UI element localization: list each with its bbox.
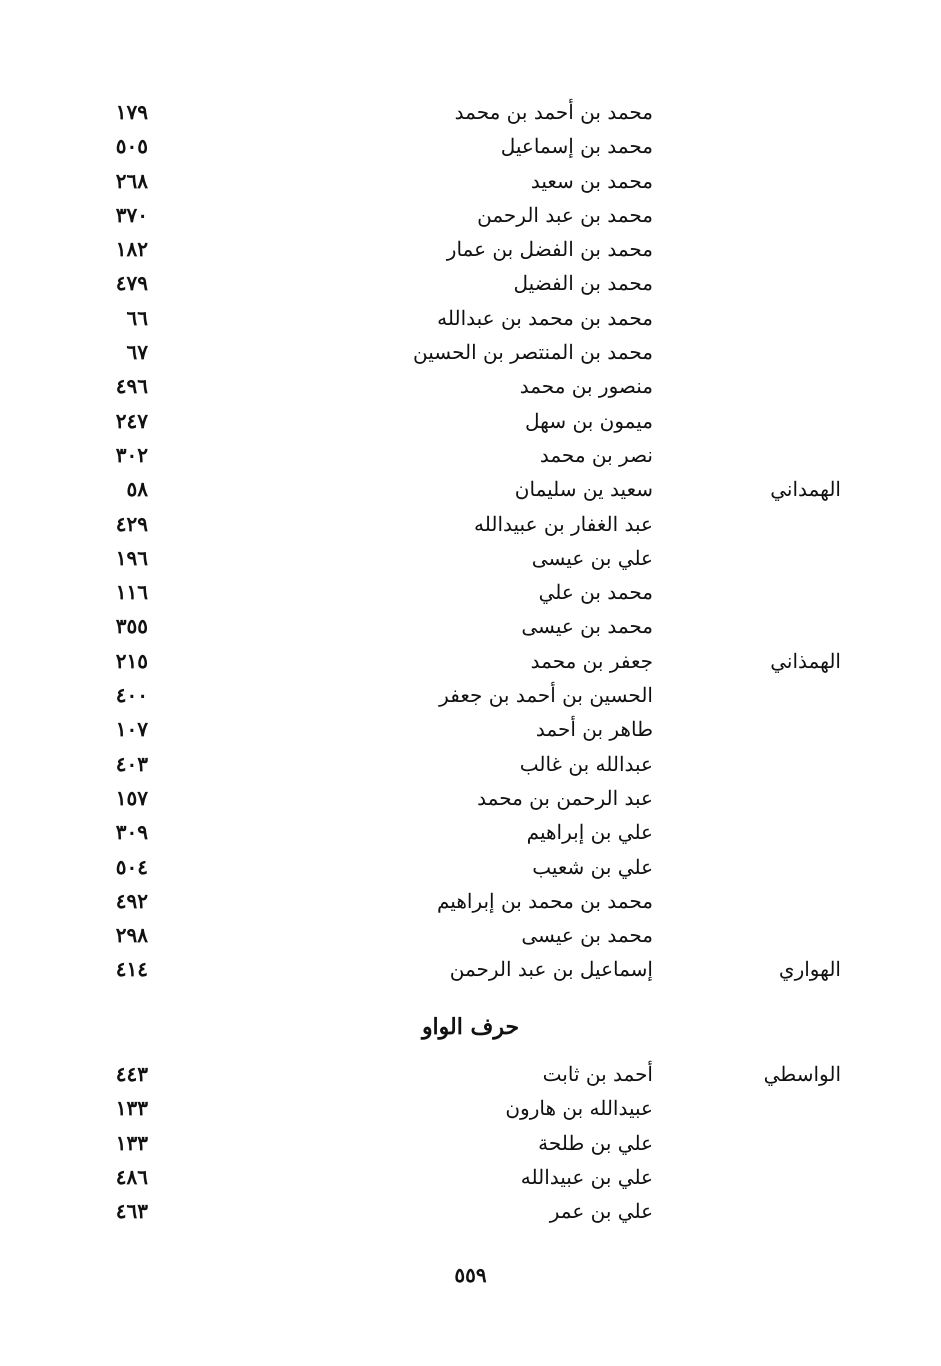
entry-name: محمد بن إسماعيل: [500, 134, 653, 159]
index-entry: [0, 129, 941, 163]
index-entry: [0, 369, 941, 403]
entry-name: محمد بن المنتصر بن الحسين: [412, 340, 653, 365]
entry-page-number: ٤٢٩: [115, 511, 148, 536]
entry-name: جعفر بن محمد: [530, 648, 653, 673]
index-list-ha: [0, 95, 941, 987]
entry-nisba: الواسطي: [763, 1062, 841, 1086]
index-entry: [0, 850, 941, 884]
entry-page-number: ٦٦: [126, 305, 148, 330]
entry-name: سعيد ين سليمان: [514, 477, 653, 502]
entry-page-number: ٤٩٢: [115, 888, 148, 913]
entry-nisba: الهواري: [778, 957, 841, 982]
entry-name: عبدالله بن غالب: [519, 751, 653, 776]
entry-name: طاهر بن أحمد: [535, 717, 653, 742]
entry-name: محمد بن محمد بن عبدالله: [437, 305, 653, 330]
entry-page-number: ١٣٣: [115, 1130, 148, 1155]
index-entry: [0, 952, 941, 986]
entry-page-number: ٤٤٣: [115, 1062, 148, 1086]
entry-name: نصر بن محمد: [539, 442, 653, 467]
entry-name: محمد بن أحمد بن محمد: [454, 100, 653, 124]
entry-page-number: ٥٠٤: [115, 854, 148, 879]
index-entry: [0, 438, 941, 472]
entry-name: الحسين بن أحمد بن جعفر: [439, 683, 653, 708]
entry-name: محمد بن علي: [538, 580, 653, 605]
index-entry: [0, 1126, 941, 1160]
entry-page-number: ٤٩٦: [115, 374, 148, 399]
index-entry: [0, 747, 941, 781]
index-entry: [0, 918, 941, 952]
entry-name: علي بن إبراهيم: [526, 820, 653, 845]
entry-name: محمد بن عيسى: [521, 614, 653, 639]
entry-page-number: ٤٨٦: [115, 1164, 148, 1189]
entry-name: أحمد بن ثابت: [542, 1062, 653, 1086]
entry-page-number: ٣٠٩: [115, 820, 148, 845]
index-entry: [0, 198, 941, 232]
index-entry: [0, 609, 941, 643]
index-entry: [0, 335, 941, 369]
entry-name: محمد بن الفضيل: [513, 271, 653, 296]
index-entry: [0, 884, 941, 918]
entry-name: علي بن شعيب: [532, 854, 653, 879]
entry-name: محمد بن الفضل بن عمار: [446, 237, 653, 262]
entry-page-number: ١٣٣: [115, 1096, 148, 1121]
entry-page-number: ٥٨: [126, 477, 148, 502]
page-number: ٥٥٩: [454, 1263, 487, 1287]
entry-page-number: ٤١٤: [115, 957, 148, 982]
entry-name: علي بن عبيدالله: [520, 1164, 653, 1189]
entry-name: محمد بن محمد بن إبراهيم: [437, 888, 653, 913]
entry-name: علي بن عيسى: [531, 545, 653, 570]
index-entry: [0, 301, 941, 335]
entry-page-number: ٣٧٠: [115, 202, 148, 227]
index-entry: [0, 1194, 941, 1228]
entry-name: عبد الغفار بن عبيدالله: [474, 511, 653, 536]
entry-name: عبد الرحمن بن محمد: [477, 785, 653, 810]
entry-page-number: ١٠٧: [115, 717, 148, 742]
entry-name: محمد بن عبد الرحمن: [477, 202, 653, 227]
entry-page-number: ٢١٥: [115, 648, 148, 673]
index-list-waw: [0, 1057, 941, 1228]
entry-page-number: ٤٠٠: [115, 683, 148, 708]
index-entry: [0, 1057, 941, 1091]
entry-page-number: ٢٩٨: [115, 923, 148, 948]
index-entry: [0, 1091, 941, 1125]
index-entry: [0, 1160, 941, 1194]
index-entry: [0, 95, 941, 129]
entry-page-number: ٥٠٥: [115, 134, 148, 159]
index-entry: [0, 164, 941, 198]
index-entry: [0, 541, 941, 575]
entry-page-number: ١٧٩: [115, 100, 148, 124]
index-entry: [0, 266, 941, 300]
entry-name: محمد بن سعيد: [530, 168, 653, 193]
entry-nisba: الهمداني: [770, 477, 841, 502]
index-entry: [0, 472, 941, 506]
entry-name: منصور بن محمد: [519, 374, 653, 399]
entry-page-number: ٣٥٥: [115, 614, 148, 639]
entry-nisba: الهمذاني: [770, 648, 841, 673]
entry-name: علي بن طلحة: [538, 1130, 653, 1155]
entry-name: ميمون بن سهل: [525, 408, 653, 433]
entry-name: محمد بن عيسى: [521, 923, 653, 948]
entry-page-number: ١٨٢: [115, 237, 148, 262]
entry-name: علي بن عمر: [549, 1199, 653, 1224]
index-entry: [0, 781, 941, 815]
entry-page-number: ٤٧٩: [115, 271, 148, 296]
entry-page-number: ١٥٧: [115, 785, 148, 810]
index-entry: [0, 575, 941, 609]
index-entry: [0, 232, 941, 266]
entry-page-number: ٢٦٨: [115, 168, 148, 193]
entry-page-number: ١٩٦: [115, 545, 148, 570]
index-entry: [0, 815, 941, 849]
index-entry: [0, 507, 941, 541]
entry-page-number: ١١٦: [115, 580, 148, 605]
entry-name: عبيدالله بن هارون: [505, 1096, 653, 1121]
entry-page-number: ٤٠٣: [115, 751, 148, 776]
index-entry: [0, 644, 941, 678]
entry-page-number: ٤٦٣: [115, 1199, 148, 1224]
index-entry: [0, 712, 941, 746]
entry-page-number: ٣٠٢: [115, 442, 148, 467]
entry-page-number: ٢٤٧: [115, 408, 148, 433]
entry-name: إسماعيل بن عبد الرحمن: [449, 957, 653, 982]
index-entry: [0, 678, 941, 712]
index-entry: [0, 404, 941, 438]
section-heading: حرف الواو: [421, 1014, 520, 1040]
entry-page-number: ٦٧: [126, 340, 148, 365]
